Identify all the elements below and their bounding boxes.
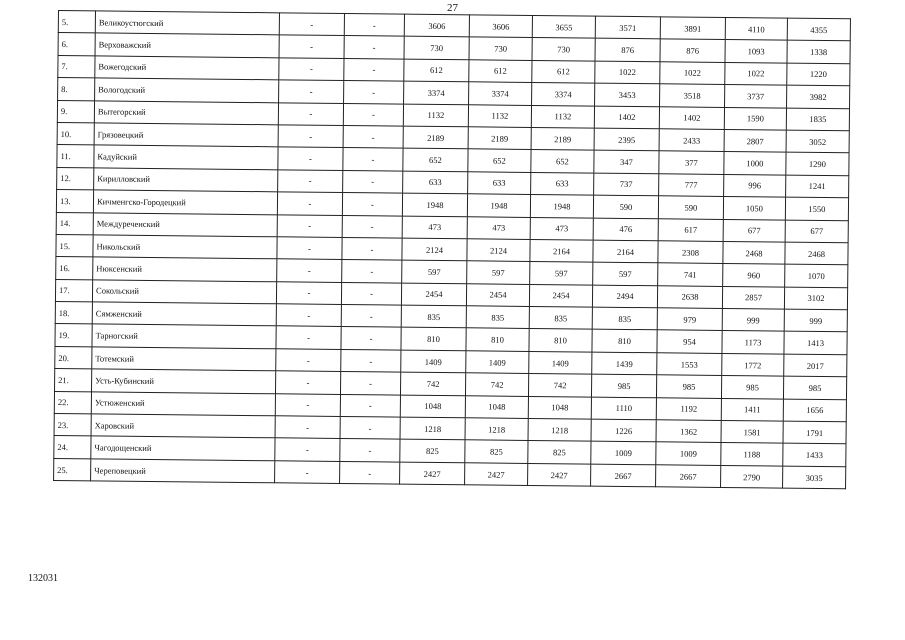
value-cell: 617 — [658, 218, 723, 241]
value-cell: 2494 — [592, 285, 657, 308]
row-number-cell: 13. — [56, 190, 93, 213]
value-cell: 2468 — [723, 241, 785, 264]
row-number-cell: 12. — [57, 167, 94, 190]
value-cell: 1226 — [591, 419, 656, 442]
dash-cell: - — [340, 394, 400, 417]
value-cell: 1948 — [467, 194, 530, 217]
value-cell: 1290 — [786, 152, 849, 175]
value-cell: 652 — [468, 149, 531, 172]
value-cell: 1835 — [786, 108, 849, 131]
row-number-cell: 19. — [55, 324, 92, 347]
dash-cell: - — [341, 327, 401, 350]
value-cell: 1413 — [784, 332, 847, 355]
table-sheet — [53, 10, 851, 489]
row-number-cell: 17. — [55, 279, 92, 302]
row-number-cell: 21. — [55, 369, 92, 392]
value-cell: 985 — [591, 374, 656, 397]
value-cell: 810 — [466, 328, 529, 351]
value-cell: 590 — [593, 195, 658, 218]
value-cell: 2395 — [594, 128, 659, 151]
value-cell: 633 — [531, 172, 594, 195]
value-cell: 3982 — [787, 85, 850, 108]
value-cell: 2454 — [466, 283, 529, 306]
value-cell: 633 — [403, 171, 468, 194]
value-cell: 2807 — [724, 129, 786, 152]
value-cell: 3518 — [660, 84, 725, 107]
dash-cell: - — [276, 304, 341, 327]
value-cell: 1132 — [531, 105, 594, 128]
value-cell: 1218 — [465, 418, 528, 441]
value-cell: 954 — [657, 330, 722, 353]
value-cell: 996 — [724, 174, 786, 197]
value-cell: 835 — [401, 305, 466, 328]
data-table — [53, 10, 851, 489]
value-cell: 1553 — [657, 353, 722, 376]
district-name-cell: Сямженский — [92, 302, 276, 326]
value-cell: 3737 — [725, 85, 787, 108]
value-cell: 810 — [529, 329, 592, 352]
row-number-cell: 18. — [55, 302, 92, 325]
value-cell: 1409 — [529, 351, 592, 374]
value-cell: 835 — [466, 306, 529, 329]
district-name-cell: Вологодский — [95, 78, 279, 102]
value-cell: 2468 — [785, 242, 848, 265]
district-name-cell: Междуреченский — [93, 212, 277, 236]
value-cell: 730 — [404, 37, 469, 60]
value-cell: 810 — [401, 328, 466, 351]
district-name-cell: Чагодощенский — [91, 436, 275, 460]
district-name-cell: Вожегодский — [95, 56, 279, 80]
dash-cell: - — [275, 461, 340, 484]
value-cell: 1338 — [787, 41, 850, 64]
dash-cell: - — [344, 81, 404, 104]
dash-cell: - — [275, 416, 340, 439]
value-cell: 1220 — [787, 63, 850, 86]
dash-cell: - — [343, 170, 403, 193]
dash-cell: - — [279, 35, 344, 58]
value-cell: 835 — [529, 307, 592, 330]
dash-cell: - — [277, 259, 342, 282]
value-cell: 2189 — [531, 127, 594, 150]
value-cell: 2017 — [784, 354, 847, 377]
row-number-cell: 25. — [54, 458, 91, 481]
value-cell: 347 — [594, 150, 659, 173]
value-cell: 742 — [465, 373, 528, 396]
value-cell: 677 — [785, 220, 848, 243]
value-cell: 1022 — [725, 62, 787, 85]
value-cell: 633 — [468, 172, 531, 195]
value-cell: 1409 — [466, 351, 529, 374]
value-cell: 612 — [532, 60, 595, 83]
value-cell: 810 — [592, 330, 657, 353]
district-name-cell: Усть-Кубинский — [92, 369, 276, 393]
value-cell: 979 — [657, 308, 722, 331]
dash-cell: - — [278, 125, 343, 148]
dash-cell: - — [279, 80, 344, 103]
value-cell: 1022 — [595, 61, 660, 84]
value-cell: 677 — [723, 219, 785, 242]
district-name-cell: Нюксенский — [93, 257, 277, 281]
value-cell: 2189 — [468, 127, 531, 150]
value-cell: 730 — [532, 38, 595, 61]
dash-cell: - — [344, 58, 404, 81]
dash-cell: - — [278, 147, 343, 170]
dash-cell: - — [343, 148, 403, 171]
row-number-cell: 7. — [58, 55, 95, 78]
district-name-cell: Кирилловский — [94, 168, 278, 192]
district-name-cell: Кичменгско-Городецкий — [93, 190, 277, 214]
row-number-cell: 5. — [58, 11, 95, 34]
value-cell: 1362 — [656, 420, 721, 443]
value-cell: 597 — [467, 261, 530, 284]
value-cell: 985 — [783, 376, 846, 399]
value-cell: 1009 — [656, 442, 721, 465]
row-number-cell: 11. — [57, 145, 94, 168]
value-cell: 3891 — [660, 17, 725, 40]
value-cell: 3606 — [404, 14, 469, 37]
district-name-cell: Великоустюгский — [95, 11, 279, 35]
dash-cell: - — [340, 417, 400, 440]
dash-cell: - — [275, 371, 340, 394]
value-cell: 1093 — [725, 40, 787, 63]
dash-cell: - — [341, 282, 401, 305]
row-number-cell: 24. — [54, 436, 91, 459]
district-name-cell: Тарногский — [92, 324, 276, 348]
value-cell: 1000 — [724, 152, 786, 175]
value-cell: 652 — [531, 150, 594, 173]
value-cell: 825 — [400, 440, 465, 463]
row-number-cell: 15. — [56, 234, 93, 257]
value-cell: 377 — [659, 151, 724, 174]
value-cell: 1218 — [400, 417, 465, 440]
value-cell: 597 — [593, 262, 658, 285]
page-number: 27 — [447, 2, 458, 14]
dash-cell: - — [276, 349, 341, 372]
value-cell: 1402 — [594, 106, 659, 129]
district-name-cell: Сокольский — [92, 280, 276, 304]
value-cell: 1173 — [722, 331, 784, 354]
value-cell: 1110 — [591, 397, 656, 420]
value-cell: 2857 — [722, 286, 784, 309]
value-cell: 742 — [528, 374, 591, 397]
row-number-cell: 10. — [57, 122, 94, 145]
dash-cell: - — [343, 125, 403, 148]
dash-cell: - — [344, 36, 404, 59]
dash-cell: - — [341, 349, 401, 372]
value-cell: 2433 — [659, 129, 724, 152]
value-cell: 1402 — [659, 106, 724, 129]
dash-cell: - — [278, 170, 343, 193]
dash-cell: - — [277, 237, 342, 260]
value-cell: 476 — [593, 218, 658, 241]
value-cell: 2189 — [403, 126, 468, 149]
district-name-cell: Тотемский — [92, 347, 276, 371]
district-name-cell: Кадуйский — [94, 145, 278, 169]
value-cell: 612 — [404, 59, 469, 82]
document-code: 132031 — [28, 573, 58, 584]
value-cell: 2427 — [400, 462, 465, 485]
value-cell: 1656 — [783, 399, 846, 422]
dash-cell: - — [278, 102, 343, 125]
dash-cell: - — [342, 215, 402, 238]
row-number-cell: 14. — [56, 212, 93, 235]
value-cell: 999 — [722, 309, 784, 332]
district-name-cell: Череповецкий — [91, 459, 275, 483]
value-cell: 1050 — [723, 197, 785, 220]
district-name-cell: Устюженский — [91, 392, 275, 416]
district-name-cell: Вытегорский — [94, 100, 278, 124]
dash-cell: - — [279, 58, 344, 81]
value-cell: 825 — [528, 441, 591, 464]
value-cell: 1192 — [656, 397, 721, 420]
value-cell: 1218 — [528, 418, 591, 441]
value-cell: 1439 — [592, 352, 657, 375]
row-number-cell: 20. — [55, 346, 92, 369]
value-cell: 1241 — [786, 175, 849, 198]
value-cell: 730 — [469, 37, 532, 60]
value-cell: 1070 — [785, 264, 848, 287]
district-name-cell: Харовский — [91, 414, 275, 438]
value-cell: 1581 — [721, 420, 783, 443]
value-cell: 985 — [721, 376, 783, 399]
row-number-cell: 23. — [54, 414, 91, 437]
value-cell: 473 — [402, 216, 467, 239]
value-cell: 1409 — [401, 350, 466, 373]
value-cell: 1009 — [591, 442, 656, 465]
dash-cell: - — [341, 305, 401, 328]
value-cell: 737 — [594, 173, 659, 196]
row-number-cell: 8. — [58, 78, 95, 101]
dash-cell: - — [275, 393, 340, 416]
value-cell: 960 — [723, 264, 785, 287]
value-cell: 2124 — [402, 238, 467, 261]
table-body — [54, 11, 851, 489]
value-cell: 2427 — [465, 463, 528, 486]
value-cell: 835 — [592, 307, 657, 330]
value-cell: 2454 — [401, 283, 466, 306]
dash-cell: - — [342, 193, 402, 216]
value-cell: 1048 — [400, 395, 465, 418]
value-cell: 2790 — [721, 465, 783, 488]
value-cell: 1411 — [721, 398, 783, 421]
value-cell: 2454 — [529, 284, 592, 307]
value-cell: 1188 — [721, 443, 783, 466]
value-cell: 2667 — [656, 465, 721, 488]
value-cell: 4110 — [725, 17, 787, 40]
dash-cell: - — [276, 281, 341, 304]
value-cell: 777 — [659, 174, 724, 197]
value-cell: 1048 — [465, 395, 528, 418]
district-name-cell: Верховажский — [95, 33, 279, 57]
value-cell: 652 — [403, 148, 468, 171]
value-cell: 3102 — [784, 287, 847, 310]
value-cell: 876 — [595, 39, 660, 62]
value-cell: 985 — [656, 375, 721, 398]
dash-cell: - — [340, 372, 400, 395]
value-cell: 612 — [469, 60, 532, 83]
value-cell: 999 — [784, 309, 847, 332]
dash-cell: - — [275, 438, 340, 461]
value-cell: 597 — [402, 260, 467, 283]
value-cell: 473 — [530, 217, 593, 240]
value-cell: 2667 — [591, 464, 656, 487]
value-cell: 741 — [658, 263, 723, 286]
value-cell: 2124 — [467, 239, 530, 262]
value-cell: 2427 — [528, 463, 591, 486]
value-cell: 2164 — [593, 240, 658, 263]
dash-cell: - — [344, 14, 404, 37]
dash-cell: - — [279, 13, 344, 36]
dash-cell: - — [342, 260, 402, 283]
value-cell: 1048 — [528, 396, 591, 419]
value-cell: 3571 — [595, 16, 660, 39]
value-cell: 825 — [465, 440, 528, 463]
dash-cell: - — [277, 214, 342, 237]
value-cell: 1590 — [724, 107, 786, 130]
row-number-cell: 9. — [57, 100, 94, 123]
dash-cell: - — [343, 103, 403, 126]
value-cell: 3374 — [532, 83, 595, 106]
value-cell: 4355 — [787, 18, 850, 41]
value-cell: 3035 — [783, 466, 846, 489]
value-cell: 597 — [530, 262, 593, 285]
district-name-cell: Грязовецкий — [94, 123, 278, 147]
row-number-cell: 6. — [58, 33, 95, 56]
value-cell: 1132 — [468, 104, 531, 127]
dash-cell: - — [342, 237, 402, 260]
value-cell: 2164 — [530, 239, 593, 262]
row-number-cell: 16. — [56, 257, 93, 280]
value-cell: 3374 — [469, 82, 532, 105]
value-cell: 1772 — [722, 353, 784, 376]
value-cell: 742 — [400, 372, 465, 395]
value-cell: 3655 — [532, 15, 595, 38]
value-cell: 1948 — [402, 193, 467, 216]
value-cell: 590 — [658, 196, 723, 219]
value-cell: 3052 — [786, 130, 849, 153]
value-cell: 473 — [467, 216, 530, 239]
value-cell: 1022 — [660, 62, 725, 85]
value-cell: 1791 — [783, 421, 846, 444]
district-name-cell: Никольский — [93, 235, 277, 259]
value-cell: 3606 — [469, 15, 532, 38]
dash-cell: - — [277, 192, 342, 215]
dash-cell: - — [276, 326, 341, 349]
value-cell: 1948 — [530, 195, 593, 218]
row-number-cell: 22. — [54, 391, 91, 414]
value-cell: 3374 — [404, 81, 469, 104]
value-cell: 1433 — [783, 444, 846, 467]
dash-cell: - — [340, 439, 400, 462]
value-cell: 876 — [660, 39, 725, 62]
value-cell: 2308 — [658, 241, 723, 264]
value-cell: 3453 — [595, 83, 660, 106]
dash-cell: - — [340, 461, 400, 484]
value-cell: 2638 — [657, 285, 722, 308]
value-cell: 1550 — [785, 197, 848, 220]
value-cell: 1132 — [403, 104, 468, 127]
